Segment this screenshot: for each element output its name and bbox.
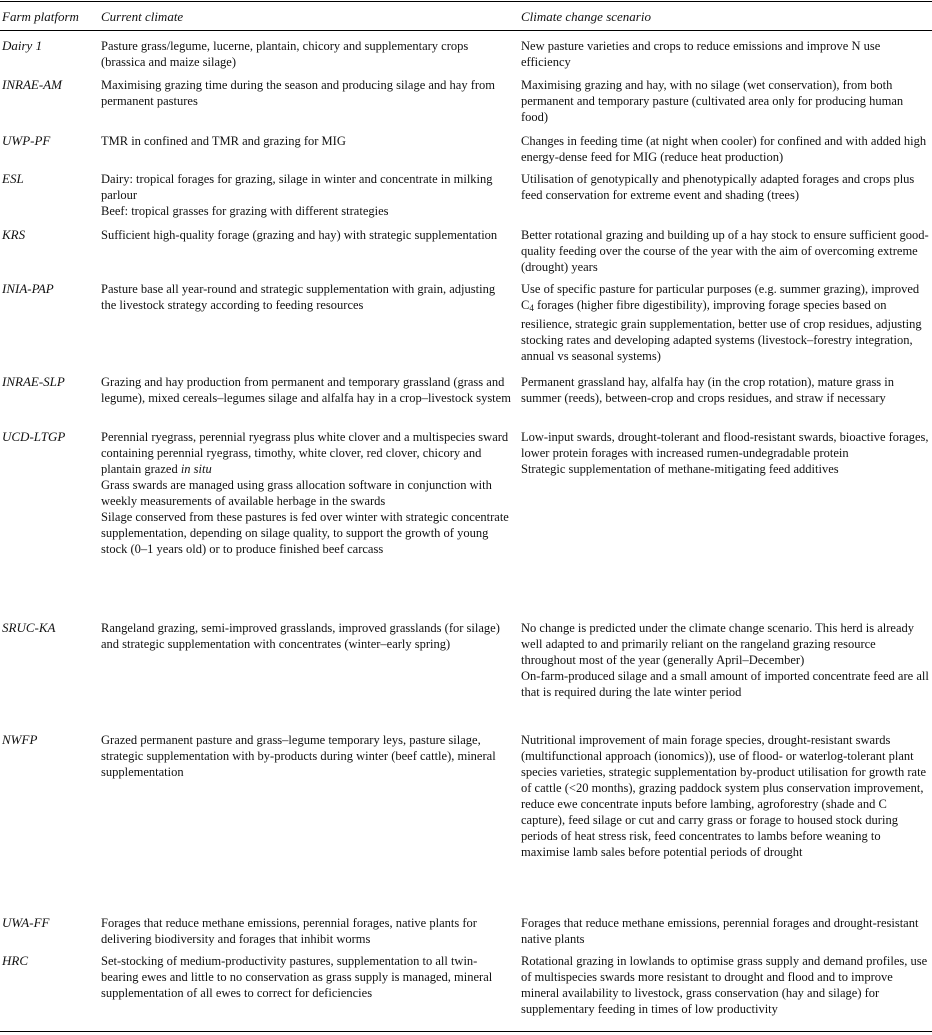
climate-scenario-cell bbox=[521, 374, 932, 406]
cell-paragraph: No change is predicted under the climate change scenario. This herd is already well adapted to and primarily reliant on the rangeland grazing resource throughout most of the year (generally April–December) bbox=[521, 621, 915, 667]
climate-scenario-cell bbox=[521, 38, 932, 70]
climate-scenario-cell bbox=[521, 953, 932, 1017]
climate-scenario-cell bbox=[521, 77, 932, 125]
climate-scenario-cell bbox=[521, 171, 932, 203]
cell-paragraph: Permanent grassland hay, alfalfa hay (in the crop rotation), mature grass in summer (reeds), between-crop and crops residues, and straw if necessary bbox=[521, 375, 895, 405]
current-climate-cell bbox=[101, 374, 511, 406]
cell-paragraph: New pasture varieties and crops to reduce emissions and improve N use efficiency bbox=[521, 39, 881, 69]
climate-scenario-cell bbox=[521, 915, 932, 947]
cell-paragraph: Changes in feeding time (at night when cooler) for confined and with added high energy-dense feed for MIG (reduce heat production) bbox=[521, 134, 927, 164]
scenario-text: forages (higher fibre digestibility), improving forage species based on resilience, strategic grain supplementation, better use of crop residues, adjusting stocking rates and developing adapted systems (livestock–forestry integration, annual vs seasonal systems) bbox=[521, 298, 922, 363]
farm-platform-cell: INRAE-AM bbox=[2, 77, 62, 92]
current-text: Perennial ryegrass, perennial ryegrass plus white clover and a multispecies sward containing perennial ryegrass, timothy, white clover, red clover, chicory and plantain grazed bbox=[101, 430, 509, 476]
cell-paragraph: Set-stocking of medium-productivity pastures, supplementation to all twin-bearing ewes and little to no conservation as grass supply is managed, mineral supplementation of all ewes to correct for deficiencies bbox=[101, 954, 493, 1000]
table-top-rule bbox=[0, 1, 932, 2]
farm-platform-cell: HRC bbox=[2, 953, 28, 968]
current-climate-cell bbox=[101, 133, 511, 149]
farm-platform-cell: INRAE-SLP bbox=[2, 374, 65, 389]
climate-scenario-cell bbox=[521, 227, 932, 275]
climate-scenario-cell bbox=[521, 281, 932, 364]
header-current-climate: Current climate bbox=[101, 9, 184, 24]
farm-platform-cell: SRUC-KA bbox=[2, 620, 56, 635]
italic-term: in situ bbox=[180, 462, 212, 476]
current-climate-cell bbox=[101, 429, 511, 557]
farm-platform-cell: ESL bbox=[2, 171, 24, 186]
scenario-text: Use of specific pasture for particular purposes (e.g. summer grazing), improved C bbox=[521, 282, 920, 312]
cell-paragraph: Better rotational grazing and building up of a hay stock to ensure sufficient good-quality feeding over the course of the year with the aim of overcoming extreme (drought) years bbox=[521, 228, 929, 274]
current-climate-cell bbox=[101, 915, 511, 947]
cell-paragraph: Maximising grazing and hay, with no silage (wet conservation), from both permanent and temporary pasture (cultivated area only for producing human food) bbox=[521, 78, 904, 124]
current-climate-cell bbox=[101, 38, 511, 70]
current-climate-cell bbox=[101, 77, 511, 109]
climate-scenario-cell bbox=[521, 732, 932, 860]
cell-paragraph bbox=[521, 281, 932, 364]
cell-paragraph: Low-input swards, drought-tolerant and flood-resistant swards, bioactive forages, lower protein forages with increased rumen-undegradable protein bbox=[521, 430, 929, 460]
cell-paragraph: Strategic supplementation of methane-mitigating feed additives bbox=[521, 462, 839, 476]
header-climate-change-scenario: Climate change scenario bbox=[521, 9, 651, 24]
farm-platform-cell: Dairy 1 bbox=[2, 38, 43, 53]
current-climate-cell bbox=[101, 620, 511, 652]
current-climate-cell bbox=[101, 227, 511, 243]
climate-scenario-cell bbox=[521, 133, 932, 165]
cell-paragraph: Nutritional improvement of main forage species, drought-resistant swards (multifunctional approach (ionomics)), use of flood- or waterlog-tolerant plant species varieties, strategic supplementation by-product utilisation for growth rate of cattle (<20 months), grazing paddock system plus conservation improvement, reduce ewe concentrate inputs before lambing, agroforestry (shade and C capture), feed silage or cut and carry grass or forage to housed stock during periods of heat stress risk, feed concentrates to lambs before weaning to maximise lamb sales before potential periods of drought bbox=[521, 733, 927, 859]
cell-paragraph: On-farm-produced silage and a small amount of imported concentrate feed are all that is required during the late winter period bbox=[521, 669, 929, 699]
cell-paragraph: Pasture grass/legume, lucerne, plantain, chicory and supplementary crops (brassica and maize silage) bbox=[101, 39, 469, 69]
farm-platform-cell: UWP-PF bbox=[2, 133, 51, 148]
current-climate-cell bbox=[101, 732, 511, 780]
header-farm-platform: Farm platform bbox=[2, 9, 79, 24]
cell-paragraph bbox=[101, 429, 511, 477]
cell-paragraph: Utilisation of genotypically and phenotypically adapted forages and crops plus feed conservation for extreme event and shading (trees) bbox=[521, 172, 915, 202]
climate-scenario-cell bbox=[521, 429, 932, 477]
cell-paragraph: Rangeland grazing, semi-improved grasslands, improved grasslands (for silage) and strategic supplementation with concentrates (winter–early spring) bbox=[101, 621, 500, 651]
subscript-four: 4 bbox=[529, 303, 534, 313]
cell-paragraph: Grass swards are managed using grass allocation software in conjunction with weekly measurements of available herbage in the swards bbox=[101, 478, 492, 508]
cell-paragraph: Maximising grazing time during the season and producing silage and hay from permanent pastures bbox=[101, 78, 496, 108]
cell-paragraph: Forages that reduce methane emissions, perennial forages, native plants for delivering biodiversity and forages that inhibit worms bbox=[101, 916, 477, 946]
cell-paragraph: Rotational grazing in lowlands to optimise grass supply and demand profiles, use of multispecies swards more resistant to drought and flood and to improve mineral availability to livestock, grass conservation (hay and silage) for supplementary feeding in times of low productivity bbox=[521, 954, 928, 1016]
cell-paragraph: Grazed permanent pasture and grass–legume temporary leys, pasture silage, strategic supplementation with by-products during winter (beef cattle), mineral supplementation bbox=[101, 733, 496, 779]
farm-platform-cell: INIA-PAP bbox=[2, 281, 54, 296]
cell-paragraph: Pasture base all year-round and strategic supplementation with grain, adjusting the livestock strategy according to feeding resources bbox=[101, 282, 496, 312]
cell-paragraph: TMR in confined and TMR and grazing for MIG bbox=[101, 134, 346, 148]
farm-platform-cell: UCD-LTGP bbox=[2, 429, 66, 444]
cell-paragraph: Silage conserved from these pastures is fed over winter with strategic concentrate supplementation, depending on silage quality, to support the growth of young stock (0–1 years old) or to produce finished beef carcass bbox=[101, 510, 509, 556]
climate-scenario-cell bbox=[521, 620, 932, 700]
cell-paragraph: Grazing and hay production from permanent and temporary grassland (grass and legume), mixed cereals–legumes silage and alfalfa hay in a crop–livestock system bbox=[101, 375, 511, 405]
current-climate-cell bbox=[101, 281, 511, 313]
current-climate-cell bbox=[101, 953, 511, 1001]
current-climate-cell bbox=[101, 171, 511, 219]
table-bottom-rule bbox=[0, 1031, 932, 1032]
farm-platform-cell: NWFP bbox=[2, 732, 38, 747]
cell-paragraph: Beef: tropical grasses for grazing with different strategies bbox=[101, 204, 389, 218]
cell-paragraph: Forages that reduce methane emissions, perennial forages and drought-resistant native plants bbox=[521, 916, 919, 946]
cell-paragraph: Dairy: tropical forages for grazing, silage in winter and concentrate in milking parlour bbox=[101, 172, 493, 202]
table-header-rule bbox=[0, 30, 932, 31]
cell-paragraph: Sufficient high-quality forage (grazing and hay) with strategic supplementation bbox=[101, 228, 498, 242]
farm-platform-cell: UWA-FF bbox=[2, 915, 50, 930]
farm-platform-cell: KRS bbox=[2, 227, 26, 242]
